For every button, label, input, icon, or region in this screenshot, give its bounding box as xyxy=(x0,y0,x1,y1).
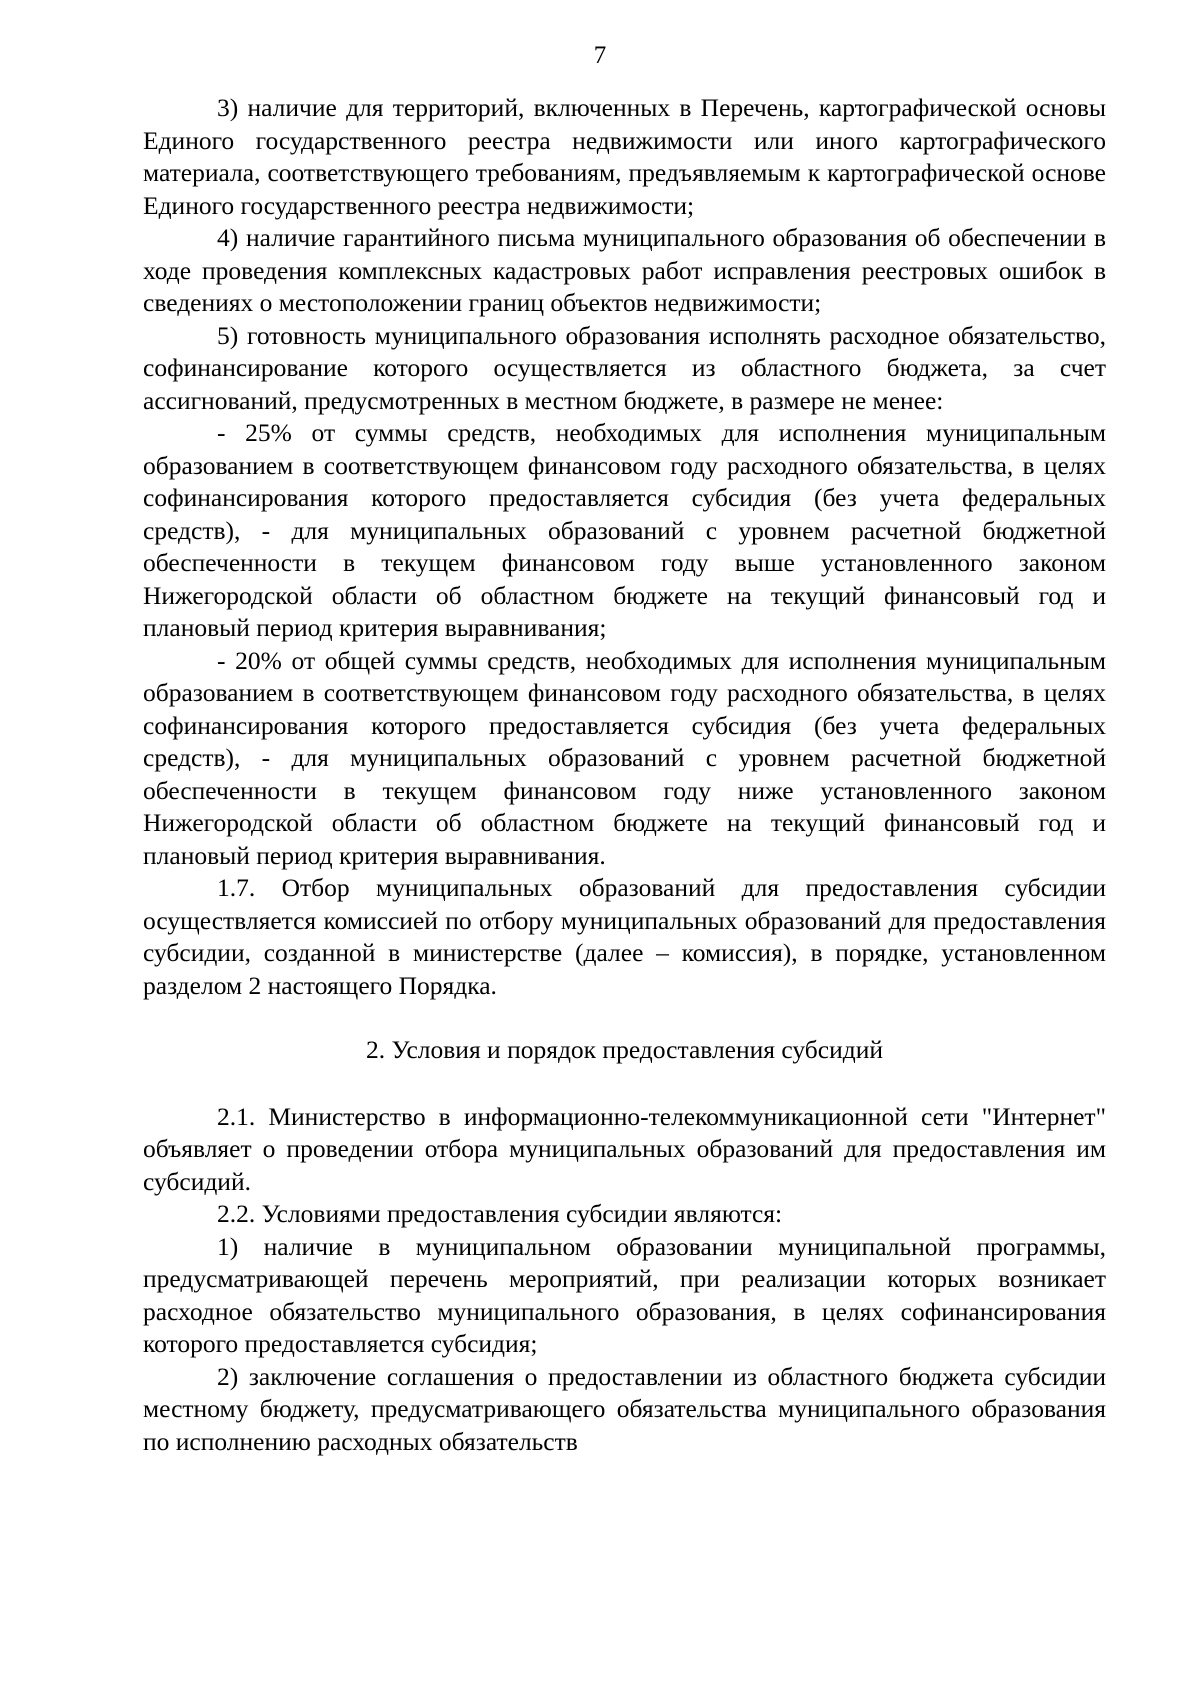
paragraph-1-7: 1.7. Отбор муниципальных образований для предоставления субсидии осуществляется комиссией по отбору муниципальных образований для предоставления субсидии, созданной в министерстве (далее – комиссия), в порядке, установленном разделом 2 настоящего Порядка. xyxy=(143,873,1106,1000)
document-body xyxy=(143,92,1106,1458)
paragraph-condition-1: 1) наличие в муниципальном образовании муниципальной программы, предусматривающей перечень мероприятий, при реализации которых возникает расходное обязательство муниципального образования, в целях софинансирования которого предоставляется субсидия; xyxy=(143,1231,1106,1358)
paragraph-bullet-20-percent: - 20% от общей суммы средств, необходимых для исполнения муниципальным образованием в соответствующем финансовом году расходного обязательства, в целях софинансирования которого предоставляется субсидия (без учета федеральных средств), - для муниципальных образований с уровнем расчетной бюджетной обеспеченности в текущем финансовом году ниже установленного законом Нижегородской области об областном бюджете на текущий финансовый год и плановый период критерия выравнивания. xyxy=(143,645,1106,870)
paragraph-2-2: 2.2. Условиями предоставления субсидии являются: xyxy=(217,1199,783,1228)
paragraph-condition-2: 2) заключение соглашения о предоставлении из областного бюджета субсидии местному бюджету, предусматривающего обязательства муниципального образования по исполнению расходных обязательств xyxy=(143,1361,1106,1456)
paragraph-2-1: 2.1. Министерство в информационно-телекоммуникационной сети "Интернет" объявляет о проведении отбора муниципальных образований для предоставления им субсидий. xyxy=(143,1101,1106,1196)
paragraph-item-3: 3) наличие для территорий, включенных в Перечень, картографической основы Единого государственного реестра недвижимости или иного картографического материала, соответствующего требованиям, предъявляемым к картографической основе Единого государственного реестра недвижимости; xyxy=(143,93,1106,220)
section-heading: 2. Условия и порядок предоставления субсидий xyxy=(365,1035,884,1064)
paragraph-item-5: 5) готовность муниципального образования исполнять расходное обязательство, софинансирование которого осуществляется из областного бюджета, за счет ассигнований, предусмотренных в местном бюджете, в размере не менее: xyxy=(143,320,1106,415)
page-number: 7 xyxy=(593,42,607,69)
paragraph-bullet-25-percent: - 25% от суммы средств, необходимых для исполнения муниципальным образованием в соответствующем финансовом году расходного обязательства, в целях софинансирования которого предоставляется субсидия (без учета федеральных средств), - для муниципальных образований с уровнем расчетной бюджетной обеспеченности в текущем финансовом году выше установленного законом Нижегородской области об областном бюджете на текущий финансовый год и плановый период критерия выравнивания; xyxy=(143,418,1106,642)
paragraph-item-4: 4) наличие гарантийного письма муниципального образования об обеспечении в ходе проведения комплексных кадастровых работ исправления реестровых ошибок в сведениях о местоположении границ объектов недвижимости; xyxy=(143,223,1106,317)
